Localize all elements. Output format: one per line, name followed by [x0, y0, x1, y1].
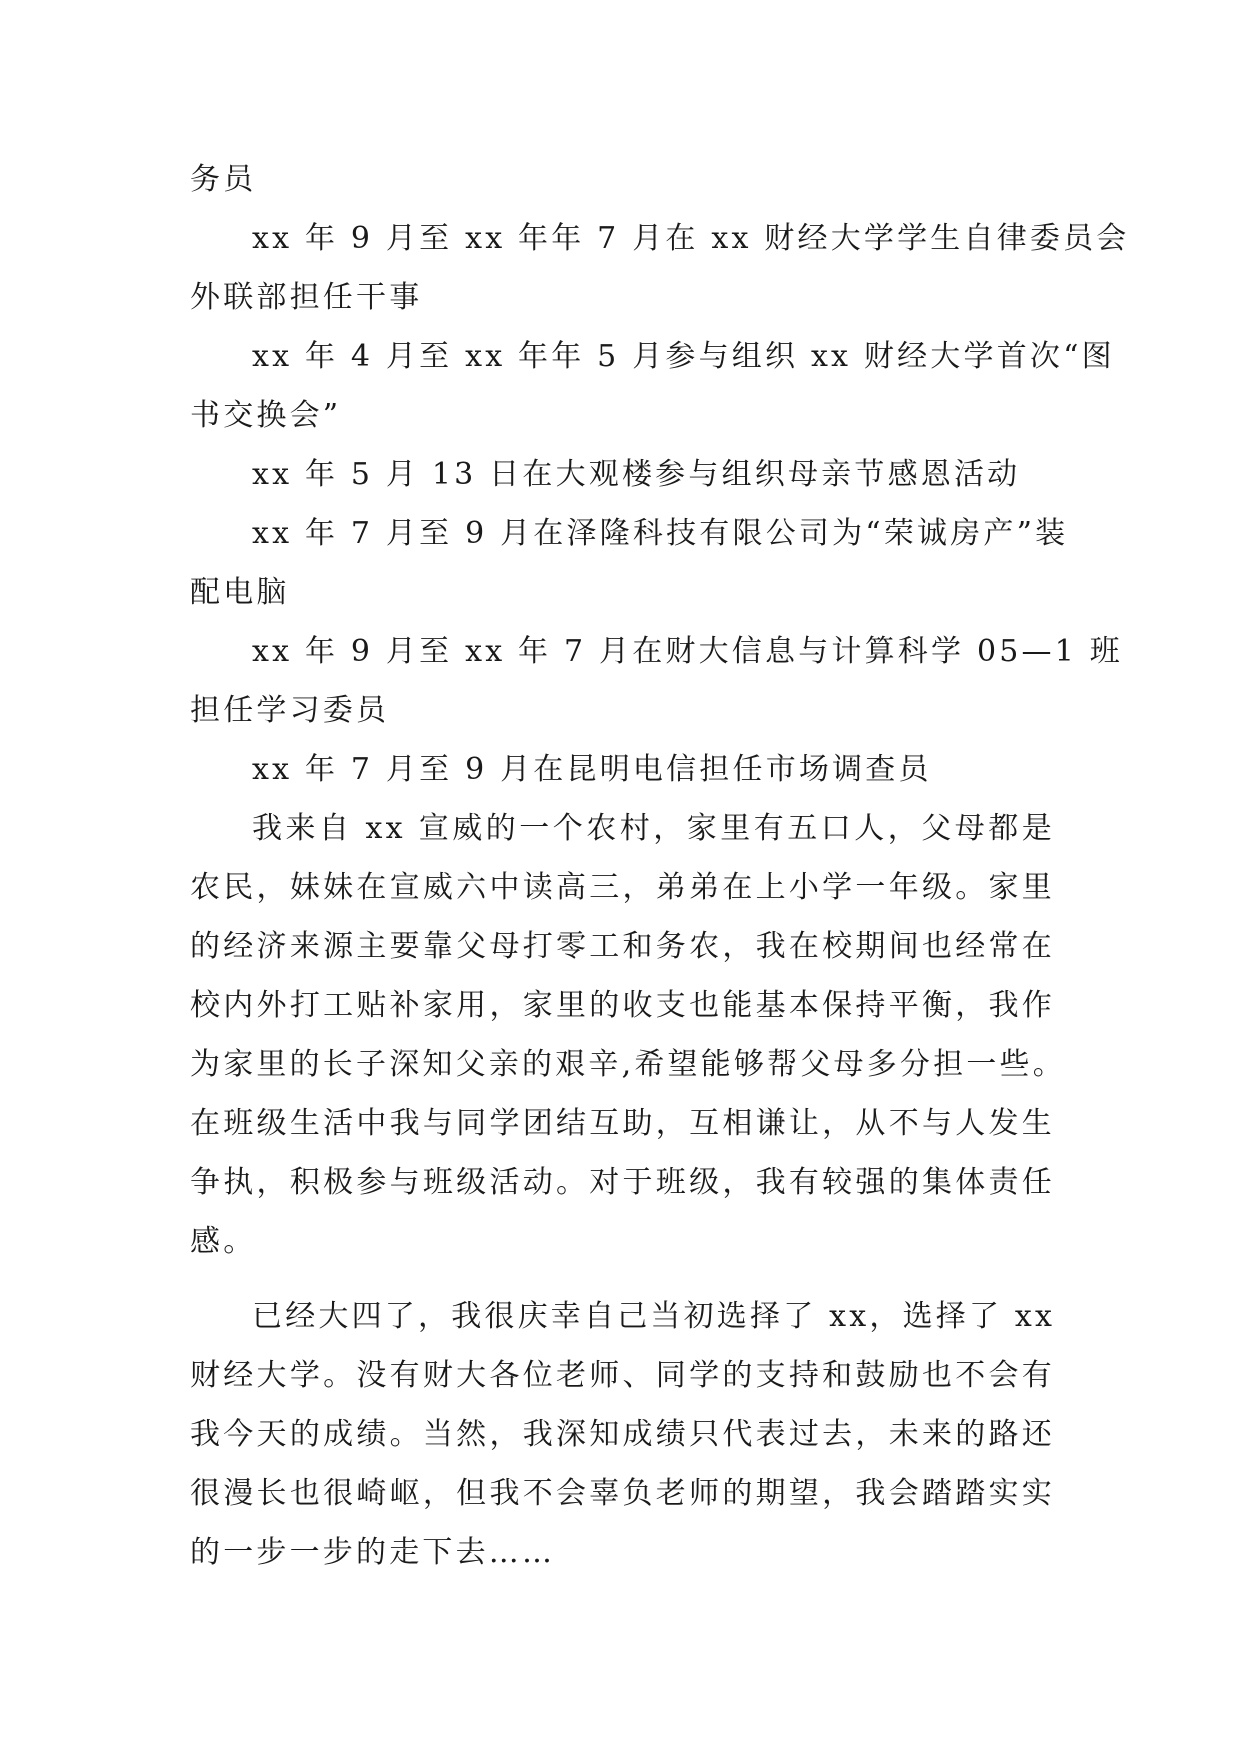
- text-line: 我今天的成绩。当然，我深知成绩只代表过去，未来的路还: [190, 1417, 1055, 1452]
- text-line: xx 年 4 月至 xx 年年 5 月参与组织 xx 财经大学首次“图: [252, 339, 1115, 374]
- text-line: 校内外打工贴补家用，家里的收支也能基本保持平衡，我作: [190, 988, 1055, 1023]
- text-line: 很漫长也很崎岖，但我不会辜负老师的期望，我会踏踏实实: [190, 1476, 1055, 1511]
- text-line: 争执，积极参与班级活动。对于班级，我有较强的集体责任: [190, 1165, 1055, 1200]
- text-line: 我来自 xx 宣威的一个农村，家里有五口人，父母都是: [252, 811, 1055, 846]
- paragraph-gap: [190, 1271, 1055, 1287]
- text-line: 外联部担任干事: [190, 280, 423, 315]
- text-line: xx 年 5 月 13 日在大观楼参与组织母亲节感恩活动: [252, 457, 1021, 492]
- text-line: xx 年 9 月至 xx 年 7 月在财大信息与计算科学 05—1 班: [252, 634, 1123, 669]
- text-line: 在班级生活中我与同学团结互助，互相谦让，从不与人发生: [190, 1106, 1055, 1141]
- text-line: 书交换会”: [190, 398, 342, 433]
- text-line: 农民，妹妹在宣威六中读高三，弟弟在上小学一年级。家里: [190, 870, 1055, 905]
- text-line: 的经济来源主要靠父母打零工和务农，我在校期间也经常在: [190, 929, 1055, 964]
- text-line: 务员: [190, 162, 257, 197]
- text-line: xx 年 9 月至 xx 年年 7 月在 xx 财经大学学生自律委员会: [252, 221, 1130, 256]
- text-line: 财经大学。没有财大各位老师、同学的支持和鼓励也不会有: [190, 1358, 1055, 1393]
- text-line: 担任学习委员: [190, 693, 390, 728]
- text-line: 已经大四了，我很庆幸自己当初选择了 xx，选择了 xx: [252, 1299, 1056, 1334]
- text-line: xx 年 7 月至 9 月在泽隆科技有限公司为“荣诚房产”装: [252, 516, 1069, 551]
- text-line: 感。: [190, 1224, 257, 1259]
- text-line: 为家里的长子深知父亲的艰辛,希望能够帮父母多分担一些。: [190, 1047, 1066, 1082]
- text-line: xx 年 7 月至 9 月在昆明电信担任市场调查员: [252, 752, 932, 787]
- text-line: 配电脑: [190, 575, 290, 610]
- text-line: 的一步一步的走下去……: [190, 1535, 556, 1570]
- body-text: [190, 150, 1130, 1582]
